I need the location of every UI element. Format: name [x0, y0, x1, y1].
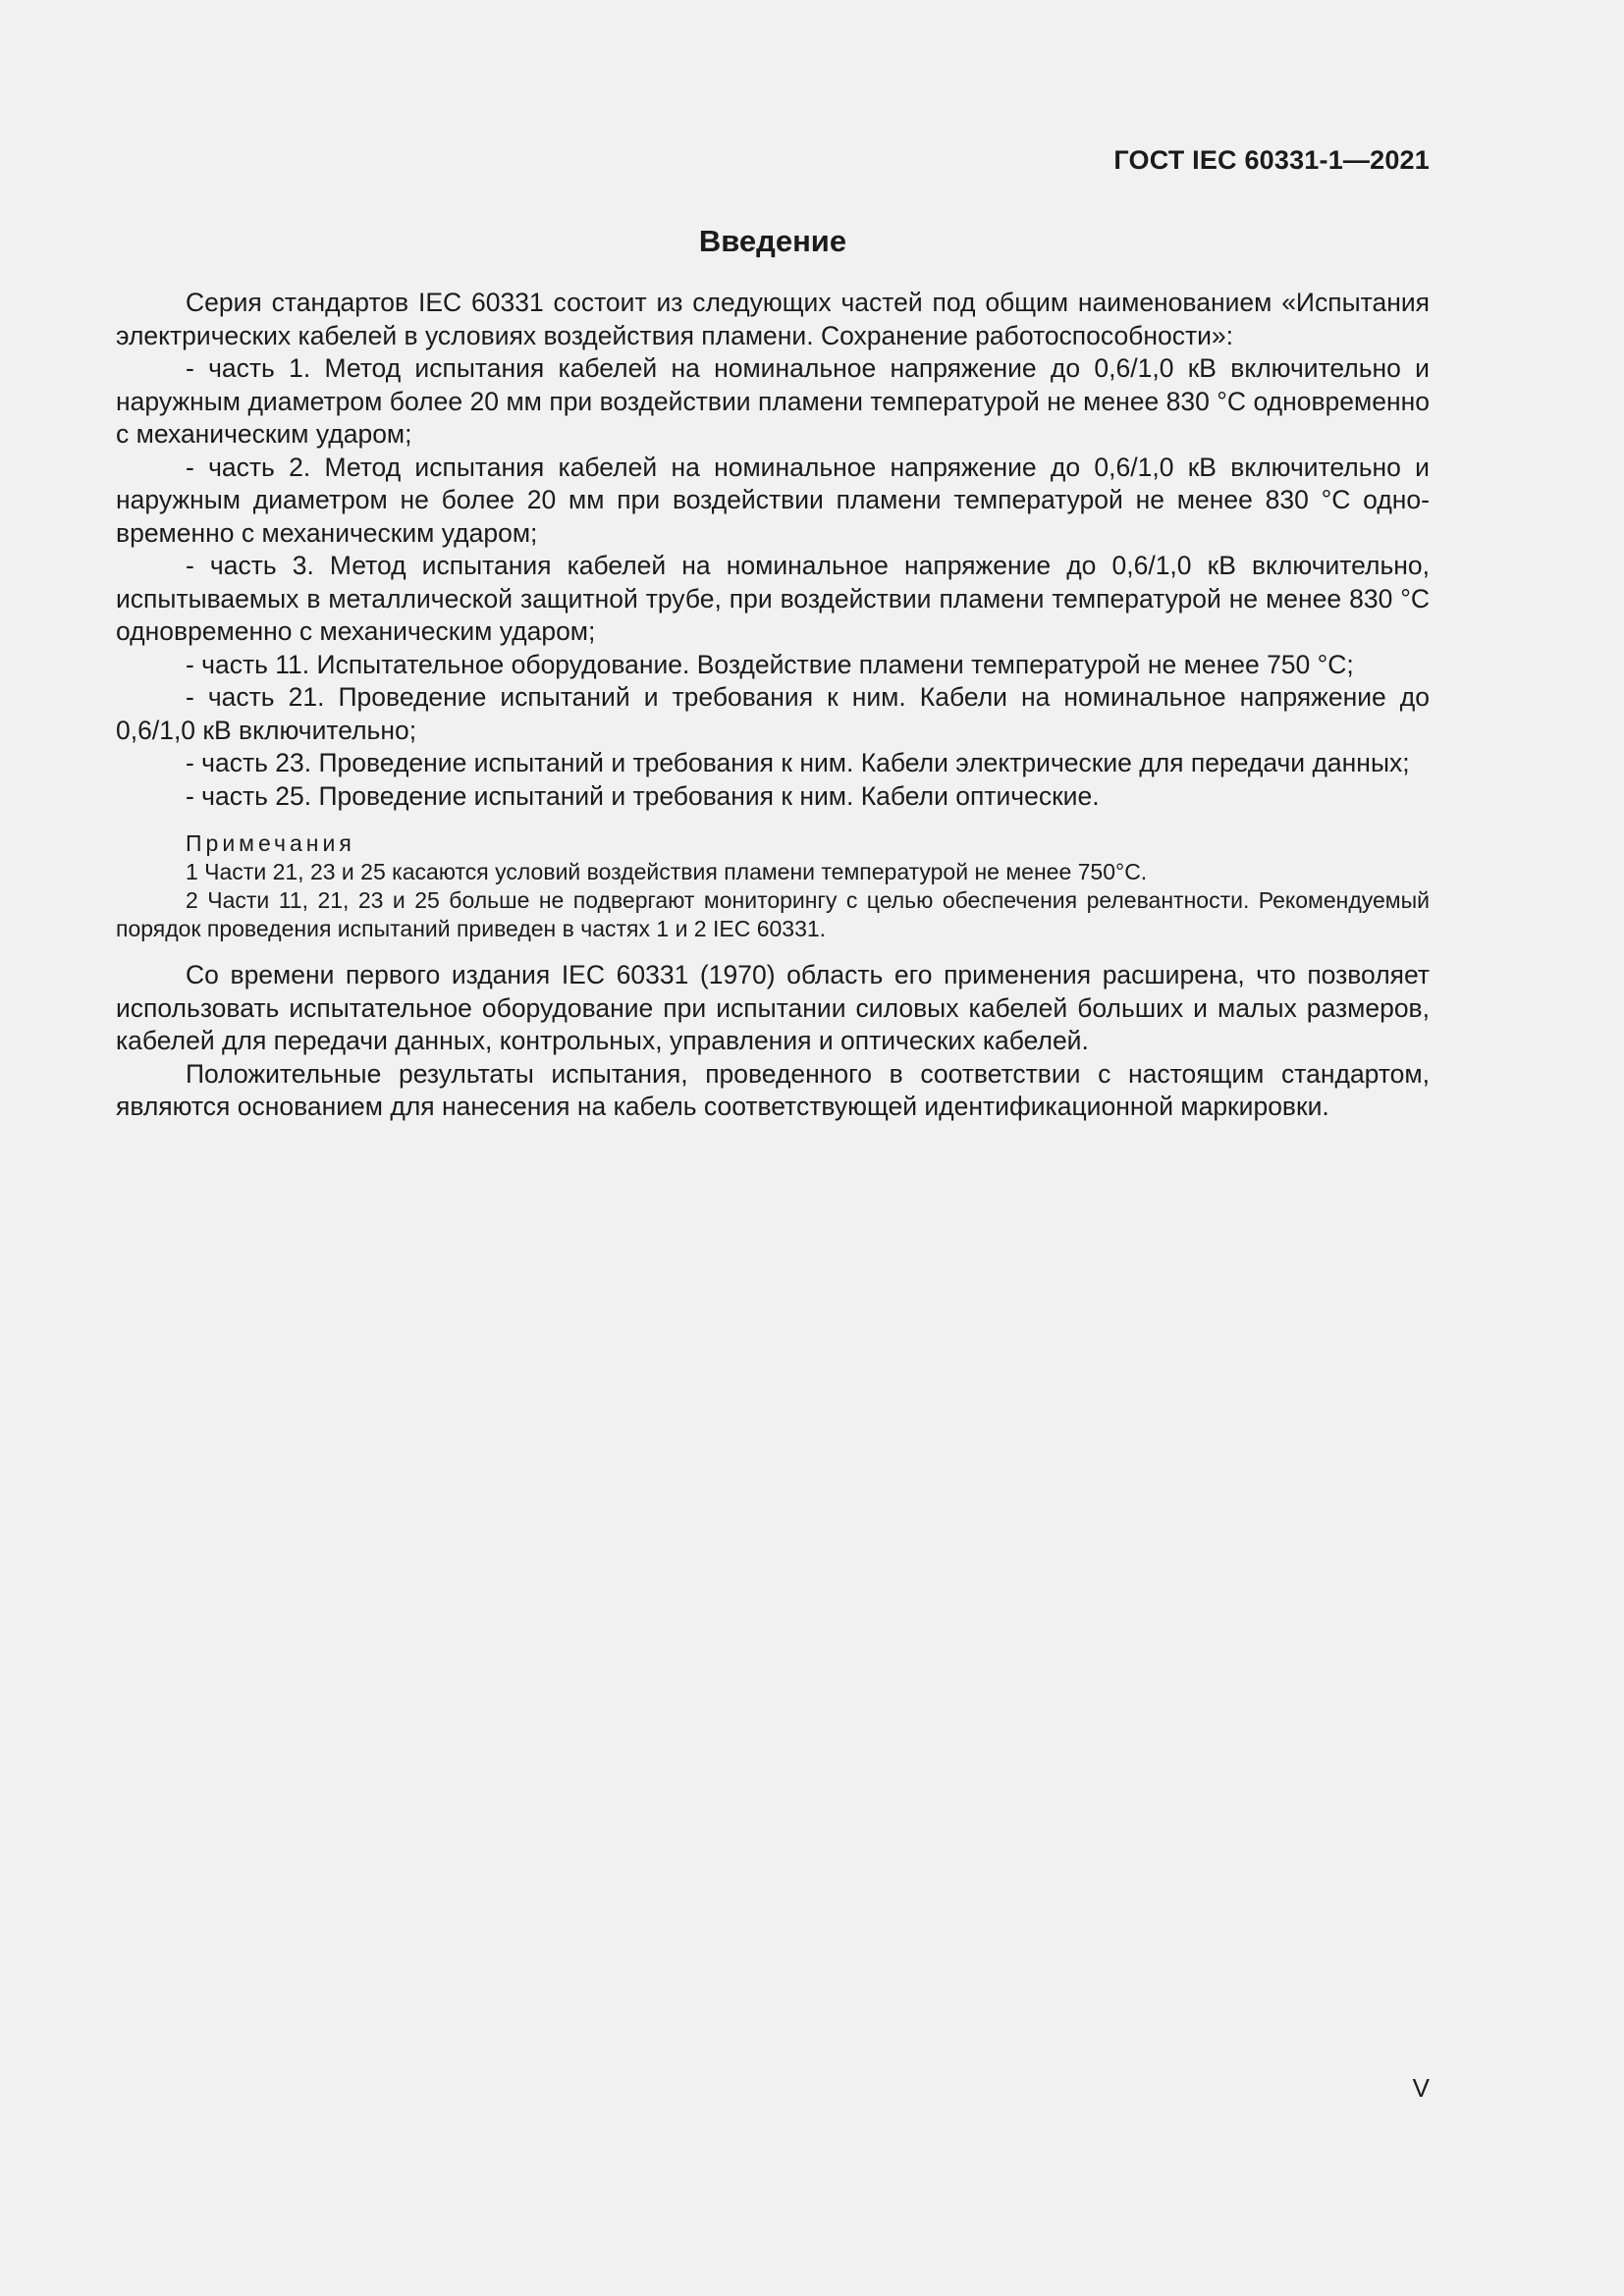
part-list-item: - часть 3. Метод испытания кабелей на номинальное напряжение до 0,6/1,0 кВ включительно, испытываемых в металлической защитной трубе, при воздействии пламени температурой не менее 830 °С одновременно с механическим ударом; [116, 551, 1430, 646]
notes-title: Примечания [186, 830, 355, 856]
notes-block [116, 829, 1430, 943]
part-list-item: - часть 2. Метод испытания кабелей на номинальное напряжение до 0,6/1,0 кВ включительно и наружным диаметром не более 20 мм при воздействии пламени температурой не менее 830 °С одновременно с механическим ударом; [116, 452, 1430, 548]
part-list-item: - часть 11. Испытательное оборудование. Воздействие пламени температурой не менее 750 °С; [186, 649, 1354, 679]
page-number: V [1412, 2073, 1430, 2103]
document-body [116, 287, 1430, 1124]
part-list-item: - часть 25. Проведение испытаний и требования к ним. Кабели оптические. [186, 780, 1100, 811]
body-paragraph: Положительные результаты испытания, проведенного в соответствии с настоящим стандартом, являются основанием для нанесения на кабель соответствующей идентификационной маркировки. [116, 1058, 1430, 1121]
part-list-item: - часть 1. Метод испытания кабелей на номинальное напряжение до 0,6/1,0 кВ включительно и наружным диаметром более 20 мм при воздействии пламени температурой не менее 830 °С одновременно с механическим ударом; [116, 353, 1430, 449]
part-list-item: - часть 23. Проведение испытаний и требования к ним. Кабели электрические для передачи данных; [186, 748, 1410, 777]
intro-paragraph: Серия стандартов IEC 60331 состоит из следующих частей под общим наименованием «Испытания электрических кабелей в условиях воздействия пламени. Сохранение работоспособности»: [116, 288, 1430, 350]
part-list-item: - часть 21. Проведение испытаний и требования к ним. Кабели на номинальное напряжение до 0,6/1,0 кВ включительно; [116, 682, 1430, 745]
note-item: 2 Части 11, 21, 23 и 25 больше не подвергают мониторингу с целью обеспечения релевантности. Рекомендуемый порядок проведения испытаний приведен в частях 1 и 2 IEC 60331. [116, 887, 1430, 941]
document-code: ГОСТ IEC 60331-1—2021 [1113, 145, 1430, 175]
note-item: 1 Части 21, 23 и 25 касаются условий воздействия пламени температурой не менее 750°С. [186, 859, 1148, 884]
body-paragraph: Со времени первого издания IEC 60331 (1970) область его применения расширена, что позволяет использовать испытательное оборудование при испытании силовых кабелей больших и малых размеров, кабелей для передачи данных, контрольных, управления и оптических кабелей. [116, 960, 1430, 1055]
section-title: Введение [698, 224, 847, 258]
